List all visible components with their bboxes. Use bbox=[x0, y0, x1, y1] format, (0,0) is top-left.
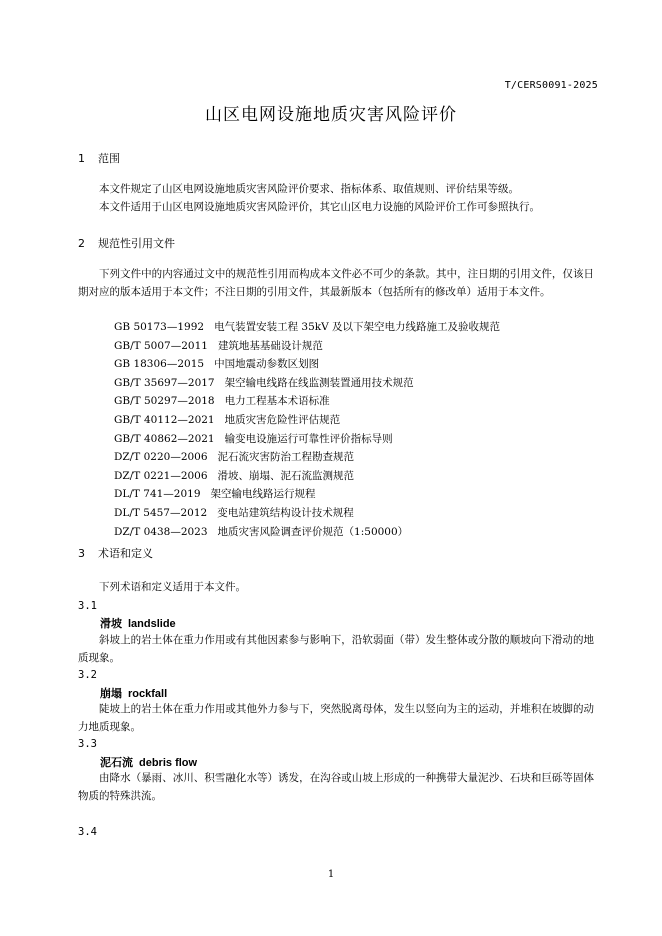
section-heading-normative-references bbox=[78, 235, 175, 251]
term-chinese: 崩塌 bbox=[100, 687, 122, 700]
reference-title: 泥石流灾害防治工程勘查规范 bbox=[217, 451, 355, 464]
scope-paragraph-1: 本文件规定了山区电网设施地质灾害风险评价要求、指标体系、取值规则、评价结果等级。 bbox=[99, 183, 519, 195]
term-english: debris flow bbox=[139, 757, 198, 769]
reference-item bbox=[114, 523, 500, 542]
reference-title: 架空输电线路在线监测装置通用技术规范 bbox=[224, 376, 414, 389]
term-english: rockfall bbox=[128, 688, 168, 700]
reference-title: 滑坡、崩塌、泥石流监测规范 bbox=[217, 469, 355, 482]
reference-title: 地质灾害风险调查评价规范（1:50000） bbox=[217, 525, 409, 538]
reference-code: GB/T 40112—2021 bbox=[114, 413, 215, 426]
term-definition: 斜坡上的岩土体在重力作用或有其他因素参与影响下，沿软弱面（带）发生整体或分散的顺坡向下滑动的地质现象。 bbox=[78, 634, 594, 664]
reference-title: 变电站建筑结构设计技术规程 bbox=[217, 506, 354, 519]
reference-title: 中国地震动参数区划图 bbox=[214, 358, 320, 371]
section-heading-terms bbox=[78, 545, 153, 561]
reference-code: GB/T 40862—2021 bbox=[114, 432, 215, 445]
reference-item bbox=[114, 504, 500, 523]
reference-title: 电气装置安装工程 35kV 及以下架空电力线路施工及验收规范 bbox=[214, 321, 501, 333]
terms-intro-paragraph: 下列术语和定义适用于本文件。 bbox=[99, 581, 246, 593]
scope-paragraph-2: 本文件适用于山区电网设施地质灾害风险评价，其它山区电力设施的风险评价工作可参照执行。 bbox=[99, 201, 540, 213]
reference-list bbox=[114, 318, 500, 541]
reference-code: GB/T 5007—2011 bbox=[114, 339, 208, 352]
term-heading bbox=[100, 685, 167, 701]
reference-code: GB/T 35697—2017 bbox=[114, 376, 215, 389]
reference-code: GB 50173—1992 bbox=[114, 321, 205, 333]
section-title: 术语和定义 bbox=[98, 547, 153, 560]
section-title: 范围 bbox=[98, 152, 120, 165]
reference-item bbox=[114, 467, 500, 486]
term-heading bbox=[100, 754, 197, 770]
page-number: 1 bbox=[327, 869, 335, 880]
reference-code: GB/T 50297—2018 bbox=[114, 395, 215, 408]
term-definition: 由降水（暴雨、冰川、积雪融化水等）诱发，在沟谷或山坡上形成的一种携带大量泥沙、石块和巨砾等固体物质的特殊洪流。 bbox=[78, 772, 594, 802]
normative-intro-paragraph: 下列文件中的内容通过文中的规范性引用而构成本文件必不可少的条款。其中，注日期的引用文件，仅该日期对应的版本适用于本文件；不注日期的引用文件，其最新版本（包括所有的修改单）适用于本文件。 bbox=[78, 268, 594, 298]
term-definition: 陡坡上的岩土体在重力作用或其他外力参与下，突然脱离母体，发生以竖向为主的运动，并堆积在坡脚的动力地质现象。 bbox=[78, 703, 594, 733]
reference-title: 地质灾害危险性评估规范 bbox=[224, 413, 341, 426]
reference-item bbox=[114, 318, 500, 337]
reference-title: 电力工程基本术语标准 bbox=[224, 395, 330, 408]
clause-number: 3.3 bbox=[78, 738, 97, 750]
reference-item bbox=[114, 392, 500, 411]
reference-code: DZ/T 0221—2006 bbox=[114, 469, 208, 482]
reference-title: 输变电设施运行可靠性评价指标导则 bbox=[224, 432, 393, 445]
reference-item bbox=[114, 411, 500, 430]
term-heading bbox=[100, 615, 176, 631]
section-number: 2 bbox=[78, 237, 85, 250]
document-id: T/CERS0091-2025 bbox=[504, 80, 598, 91]
reference-title: 架空输电线路运行规程 bbox=[210, 488, 316, 501]
section-title: 规范性引用文件 bbox=[98, 237, 175, 250]
reference-item bbox=[114, 374, 500, 393]
reference-item bbox=[114, 430, 500, 449]
reference-item bbox=[114, 485, 500, 504]
reference-item bbox=[114, 337, 500, 356]
reference-code: DL/T 741—2019 bbox=[114, 488, 201, 501]
section-heading-scope bbox=[78, 150, 120, 166]
term-english: landslide bbox=[128, 618, 176, 630]
term-chinese: 滑坡 bbox=[100, 617, 122, 630]
clause-number: 3.1 bbox=[78, 600, 97, 612]
reference-code: DL/T 5457—2012 bbox=[114, 506, 208, 519]
reference-title: 建筑地基基础设计规范 bbox=[217, 339, 323, 352]
reference-code: GB 18306—2015 bbox=[114, 358, 205, 371]
reference-code: DZ/T 0220—2006 bbox=[114, 451, 208, 464]
term-chinese: 泥石流 bbox=[100, 756, 133, 769]
reference-item bbox=[114, 448, 500, 467]
section-number: 1 bbox=[78, 152, 85, 165]
clause-number: 3.4 bbox=[78, 826, 97, 838]
clause-number: 3.2 bbox=[78, 669, 97, 681]
reference-item bbox=[114, 355, 500, 374]
document-title: 山区电网设施地质灾害风险评价 bbox=[205, 105, 457, 125]
reference-code: DZ/T 0438—2023 bbox=[114, 525, 208, 538]
section-number: 3 bbox=[78, 547, 85, 560]
